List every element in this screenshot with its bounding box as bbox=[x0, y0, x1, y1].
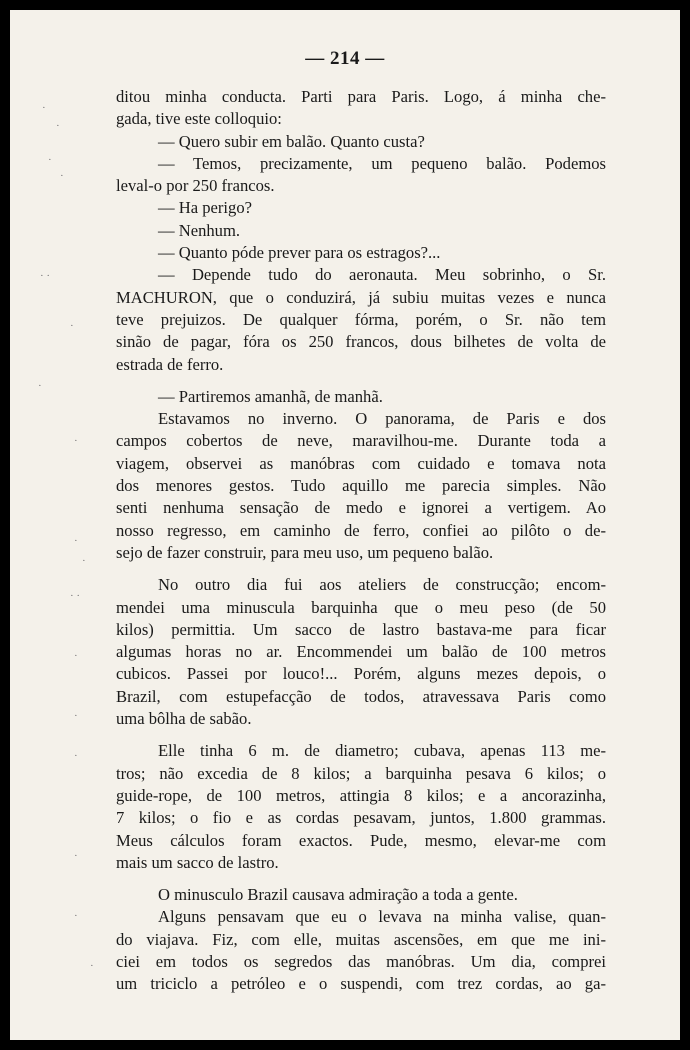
text-line: kilos) permittia. Um sacco de lastro bastava-me para ficar bbox=[116, 619, 606, 639]
text-line: sejo de fazer construir, para meu uso, um pequeno balão. bbox=[116, 542, 494, 562]
text-line: guide-rope, de 100 metros, attingia 8 kilos; e a ancorazinha, bbox=[116, 785, 606, 805]
text-line: mendei uma minuscula barquinha que o meu peso (de 50 bbox=[116, 597, 606, 617]
book-page bbox=[10, 10, 680, 1040]
paragraph bbox=[116, 906, 606, 995]
paragraph bbox=[116, 386, 606, 408]
paragraph bbox=[116, 408, 606, 564]
text-line: — Quero subir em balão. Quanto custa? bbox=[158, 131, 425, 151]
text-line: senti nenhuma sensação de medo e ignorei a vertigem. Ao bbox=[116, 498, 606, 518]
text-line: viagem, observei as manóbras com cuidado e tomava nota bbox=[116, 453, 606, 473]
text-line: — Ha perigo? bbox=[158, 198, 252, 218]
paragraph bbox=[116, 86, 606, 131]
paragraph bbox=[116, 884, 606, 906]
paragraph bbox=[116, 197, 606, 219]
text-line: Brazil, com estupefacção de todos, atravessava Paris como bbox=[116, 686, 606, 706]
text-line: uma bôlha de sabão. bbox=[116, 709, 252, 729]
paragraph bbox=[116, 242, 606, 264]
margin-specks: · · · · · · · · · · · · · · · · · · · bbox=[38, 102, 94, 972]
body-text bbox=[116, 86, 606, 996]
paragraph-gap bbox=[116, 564, 606, 574]
text-line: Meus cálculos foram exactos. Pude, mesmo, elevar-me com bbox=[116, 830, 606, 850]
paragraph bbox=[116, 740, 606, 874]
text-line: No outro dia fui aos ateliers de construcção; encom- bbox=[158, 575, 606, 595]
text-line: um triciclo a petróleo e o suspendi, com trez cordas, ao ga- bbox=[116, 974, 606, 994]
text-line: campos cobertos de neve, maravilhou-me. Durante toda a bbox=[116, 431, 606, 451]
text-line: MACHURON, que o conduzirá, já subiu muitas vezes e nunca bbox=[116, 287, 606, 307]
text-line: sinão de pagar, fóra os 250 francos, dous bilhetes de volta de bbox=[116, 332, 606, 352]
paragraph bbox=[116, 131, 606, 153]
text-line: — Nenhum. bbox=[158, 220, 241, 240]
text-line: nosso regresso, em caminho de ferro, confiei ao pilôto o de- bbox=[116, 520, 606, 540]
paragraph-gap bbox=[116, 874, 606, 884]
text-line: — Quanto póde prever para os estragos?... bbox=[158, 243, 441, 263]
text-line: — Depende tudo do aeronauta. Meu sobrinho, o Sr. bbox=[158, 265, 606, 285]
text-line: Alguns pensavam que eu o levava na minha valise, quan- bbox=[158, 907, 606, 927]
page-number: — 214 — bbox=[305, 48, 385, 69]
text-line: 7 kilos; o fio e as cordas pesavam, juntos, 1.800 grammas. bbox=[116, 808, 606, 828]
paragraph bbox=[116, 574, 606, 730]
text-line: O minusculo Brazil causava admiração a toda a gente. bbox=[158, 885, 518, 905]
paragraph bbox=[116, 264, 606, 375]
text-line: do viajava. Fiz, com elle, muitas ascensões, em que me ini- bbox=[116, 929, 606, 949]
text-line: gada, tive este colloquio: bbox=[116, 109, 282, 129]
text-line: dos menores gestos. Tudo aquillo me parecia simples. Não bbox=[116, 476, 606, 496]
text-line: — Partiremos amanhã, de manhã. bbox=[158, 386, 383, 406]
text-line: teve prejuizos. De qualquer fórma, porém, o Sr. não tem bbox=[116, 309, 606, 329]
text-line: algumas horas no ar. Encommendei um balão de 100 metros bbox=[116, 642, 606, 662]
paragraph bbox=[116, 220, 606, 242]
text-line: estrada de ferro. bbox=[116, 354, 224, 374]
paragraph bbox=[116, 153, 606, 198]
text-line: ditou minha conducta. Parti para Paris. Logo, á minha che- bbox=[116, 87, 606, 106]
text-line: cubicos. Passei por louco!... Porém, alguns mezes depois, o bbox=[116, 664, 606, 684]
text-line: Estavamos no inverno. O panorama, de Paris e dos bbox=[158, 409, 606, 429]
text-line: tros; não excedia de 8 kilos; a barquinha pesava 6 kilos; o bbox=[116, 763, 606, 783]
paragraph-gap bbox=[116, 376, 606, 386]
paragraph-gap bbox=[116, 730, 606, 740]
text-line: — Temos, precizamente, um pequeno balão. Podemos bbox=[158, 153, 606, 173]
text-line: ciei em todos os segredos das manóbras. Um dia, comprei bbox=[116, 951, 606, 971]
text-line: Elle tinha 6 m. de diametro; cubava, apenas 113 me- bbox=[158, 741, 606, 761]
text-line: leval-o por 250 francos. bbox=[116, 176, 275, 196]
text-line: mais um sacco de lastro. bbox=[116, 852, 279, 872]
